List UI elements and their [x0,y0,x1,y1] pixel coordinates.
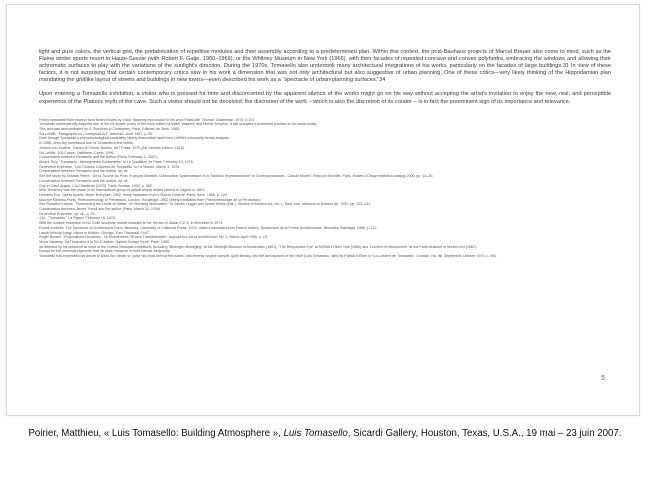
page-number: 5 [601,375,605,382]
footnote: Johann von Goethe, Theory of Colors, Boston, MIT Press, 1970 (full German edition, 1810). [39,145,185,150]
footnote: Even though Tomasello's phenomenological sensuality clearly dissociates itself from LeWitt's voluntarily formal analysis. [39,136,230,141]
footnote: See the study by Arnauld Pierre, “De la Touche au Pixel, François Morellet, l'Abstraction Systématique et la Tradition Impressionniste” in Correspondances - Claude Monet / François Morellet, Paris, Musée d'Orsay exhibition catalog 2006, pp. 14–30. [39,174,434,179]
footnote: Umberto Eco, Opera Aperta, Milan, Bompiani, 1962, freely translated from L'Œuvre Ouverte, Paris, Seuil, 1965, p. 120. [39,192,228,197]
body-paragraph: light and pure colors, the vertical grid, the prefabrication of repetitive modules and their assembly according to a predetermined plan. Within this context, the post-Bauhaus projects of Marcel Breuer also come to mind, such as the Flaine winter sports resort in Haute-Savoie (with Robert F. Gatje, 1960–1969), or the Whitney Museum in New York (1966), with their facades of repeated concave and convex polyhedra, embracing the windows and allowing their achromatic surfaces to play with the variations of the sunlight's direction. During the 1970s, Tomasello also undertook many architectural integrations of his works, particularly on the facades of large buildings.31 In view of these factors, it is not surprising that certain contemporary critics saw in his work a dimension that was not only architectural but also suggestive of urban planning. One of these critics—very likely thinking of the Hippodamian plan mandating the gridlike layout of streets and buildings in new towns—even described his work as a “spectacle of urban-planning surfaces.”34 [39,49,611,84]
footnote: Roger Bordier, “Propositions Nouvelles : Le Mouvement, l'Œuvre Transformable”, Aujourd'hui: Art et Architecture, No. 2, March-April 1955, p. 15. [39,235,268,240]
footnote: Conversation between Tomasello and the author, op. cit. [39,169,129,174]
footnote: Geneviève Breerette, op. cit., p. 15. [39,211,96,216]
caption-title: Luis Tomasello [283,428,348,439]
body-paragraph: Upon entering a Tomasello exhibition, a visitor who is pressed for time and disconcerted by the apparent silence of the works might go on his way without accepting the artist's invitation to enjoy the new, real, and perceptible experience of the Platonic myth of the cave. Such a visitor should not be deceived: the discretion of the work – which is also the discretion of its creator – is in fact the preeminent sign of its importance and relevance. [39,91,611,105]
document-page [6,4,640,416]
footnote: Tomasello has expressed his desire to allow the viewer to “pose his head behind the cubes” and thereby project himself, quite literally, into the atmosphere of the relief (Luis Tomasello, cited by Patrick d'Elme in “La Lumière de Tomasello”, Cimaise, No. 98, September-October 1970, p. 55). [39,254,497,259]
footnote: New Tendency was the name of an international group of optical-kinetic artists formed in Zagreb in 1961. [39,188,206,193]
footnote: László Moholy-Nagy, Vision in Motion, Chicago, Paul Theobald, 1947. [39,230,150,235]
page-content [39,49,611,259]
footnote: Sol LeWitt, 100 Cubes, Ostfildern, Cantz, 1996. [39,150,115,155]
footnote: See Rosalind Krauss, “Overcoming the Limits of Matter: On Revising Minimalism,” in James Leggio and Susan Weiss (eds.), Studies of Modern Art, No. 1, New York, Museum of Modern Art, 1991, pp. 123–141. [39,202,372,207]
footnote: Sol LeWitt, “Paragraphs on Conceptual Art”, Artforum, June 1967, p. 80. [39,131,154,136]
footnote: Geneviève Breerette, “Les Ombres Colorées de Tomasello” in Le Monde, March 3, 1976. [39,164,181,169]
footnote: This text was demonstrated by G. Bouveau in Champerry, Paris, Éditions du Seuil, 1965. [39,127,180,132]
footnote: As attested by his presence at most of the current historical exhibitions, including “Bewogen Beweging” at the Stedelijk Museum in Amsterdam (1961), “The Responsive Eye” at MOMA in New York (1965) and “Lumière et Mouvement” at the Paris Museum of Modern Art (1967). [39,244,478,249]
footnotes [39,118,611,259]
caption-suffix: , Sicardi Gallery, Houston, Texas, U.S.A., 19 mai – 23 juin 2007. [347,428,622,439]
footnote: Victor Vasarely, De l'Invention à la Re-Création, Galerie Denise René, Paris, 1955. [39,239,170,244]
footnote: Tomasello subsequently acquired one of the six screen prints of the work edited by Victor Vasarely and Michel Seuphor. It still occupies a prominent position in his studio today. [39,122,318,127]
footnote: Freely translated from excerpt from Notes Brutes by Victor Vasarely reproduced in his work Plasti-cité, Tournai: Casterman, 1970, p.101. [39,117,256,122]
caption-prefix: Poirier, Matthieu, « Luis Tomasello: Building Atmosphere », [28,428,284,439]
footnote: Except for the chemical pigments that he uses, because of their intense luminosity. [39,249,171,254]
footnote: J.M., “Tomasello,” Le Figaro, February 16, 1976. [39,216,116,221]
footnote: Guy et Carol Angan, L'Art Moderne (1970), Paris, Bordas, 1993, p. 383. [39,183,153,188]
citation-caption [0,428,650,439]
footnote: Maurice Merleau-Ponty, Phenomenology of Perception, London, Routledge, 1962 (freely translated from Phénoménologie de la Perception). [39,197,262,202]
footnote: Conversation between Tomasello and the author (Paris, February 2, 2007). [39,155,158,160]
footnote: Conversation between James Turrell and the author (Paris, March 30, 2006). [39,207,162,212]
footnote: In 1958, Jean Arp purchased one of Tomasello's first reliefs. [39,141,134,146]
footnote: Rudolf Arnheim, The Dynamics of Architectural Form, Berkeley, University of California Press, 1978, citation translated from French edition, Dynamique de la Forme Architecturale, Bruxelles, Mardaga, 1986, p. 212. [39,225,378,230]
footnote: Annick Pely, “Tomasello : Atmosphères Enchantées” in Le Quotidien de Paris, February 14, 1976. [39,159,194,164]
footnote: Conversation between Tomasello and the author, op. cit. [39,178,129,183]
footnote: With the notable exception of his Grille sculpture mobile installed at the Terrain of Gasar C.E.S. in Grenoble in 1974. [39,221,224,226]
